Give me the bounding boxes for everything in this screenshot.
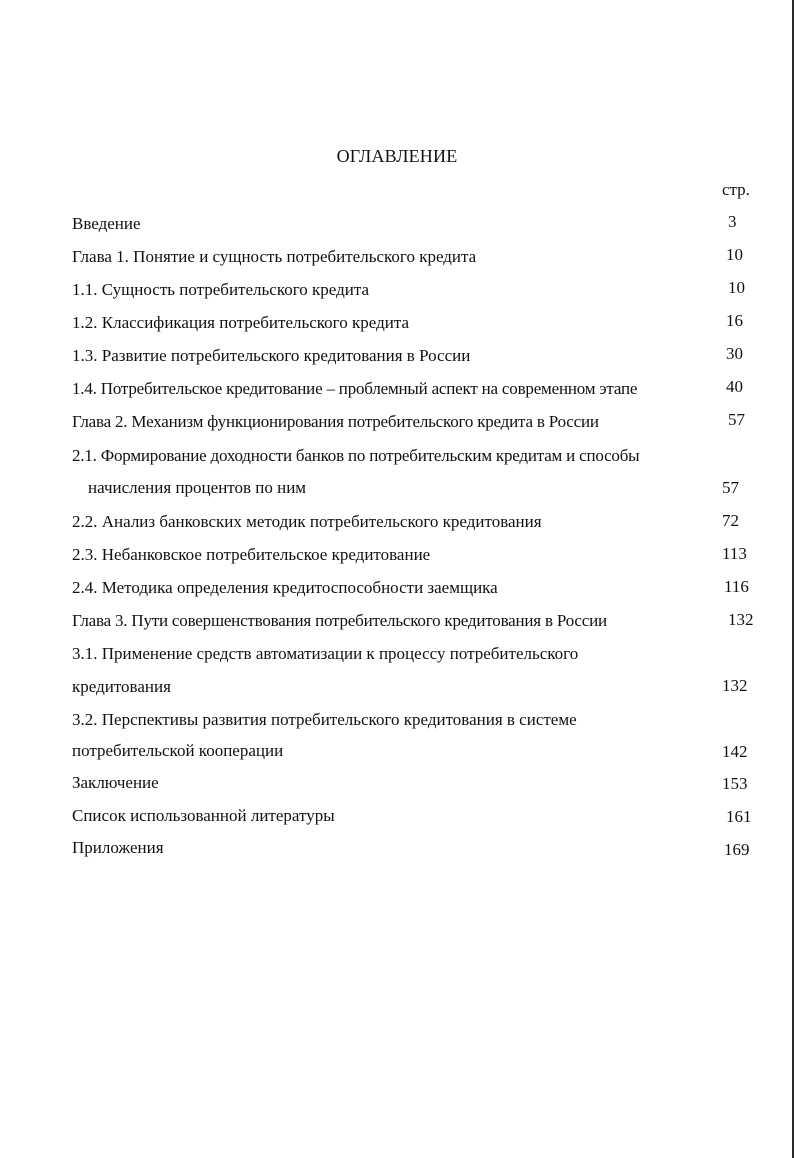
page-title: ОГЛАВЛЕНИЕ	[336, 146, 458, 166]
toc-entry-title: Список использованной литературы	[72, 806, 335, 825]
toc-entry-title: Глава 2. Механизм функционирования потребительского кредита в России	[72, 412, 599, 431]
toc-entry-page: 113	[722, 544, 747, 563]
toc-entry-continuation: потребительской кооперации	[72, 741, 284, 760]
toc-entry-title: Приложения	[72, 838, 164, 857]
toc-entry-page: 40	[726, 377, 743, 396]
toc-entry-title: Заключение	[72, 773, 159, 792]
toc-entry-page: 116	[724, 577, 749, 596]
toc-entry-page: 161	[726, 807, 752, 826]
toc-entry-title: 1.1. Сущность потребительского кредита	[72, 280, 370, 299]
toc-entry-page: 57	[722, 478, 739, 497]
toc-entry-continuation: кредитования	[72, 677, 171, 696]
toc-entry-title: 2.3. Небанковское потребительское кредитование	[72, 545, 431, 564]
toc-entry-page: 57	[728, 410, 745, 429]
toc-entry-title: Глава 1. Понятие и сущность потребительского кредита	[72, 247, 477, 266]
page-column-label: стр.	[722, 180, 750, 199]
toc-entry-page: 3	[728, 212, 737, 231]
toc-entry-page: 10	[726, 245, 743, 264]
toc-entry-page: 169	[724, 840, 750, 859]
toc-entry-page: 72	[722, 511, 739, 530]
toc-entry-page: 132	[728, 610, 754, 629]
toc-entry-title: 3.2. Перспективы развития потребительского кредитования в системе	[72, 710, 577, 729]
toc-entry-continuation: начисления процентов по ним	[88, 478, 307, 497]
toc-entry-title: 1.4. Потребительское кредитование – проблемный аспект на современном этапе	[72, 379, 638, 398]
toc-entry-title: Глава 3. Пути совершенствования потребительского кредитования в России	[72, 611, 607, 630]
toc-entry-title: 2.4. Методика определения кредитоспособности заемщика	[72, 578, 498, 597]
toc-entry-title: 1.2. Классификация потребительского кредита	[72, 313, 409, 332]
toc-entry-page: 153	[722, 774, 748, 793]
toc-entry-page: 10	[728, 278, 745, 297]
toc-entry-title: 1.3. Развитие потребительского кредитования в России	[72, 346, 471, 365]
toc-entry-title: 3.1. Применение средств автоматизации к процессу потребительского	[72, 644, 579, 663]
toc-entry-page: 16	[726, 311, 743, 330]
toc-entry-page: 132	[722, 676, 748, 695]
toc-entry-title: Введение	[72, 214, 141, 233]
toc-entry-page: 142	[722, 742, 748, 761]
toc-entry-title: 2.1. Формирование доходности банков по потребительским кредитам и способы	[72, 446, 640, 465]
toc-entry-title: 2.2. Анализ банковских методик потребительского кредитования	[72, 512, 542, 531]
toc-entry-page: 30	[726, 344, 743, 363]
